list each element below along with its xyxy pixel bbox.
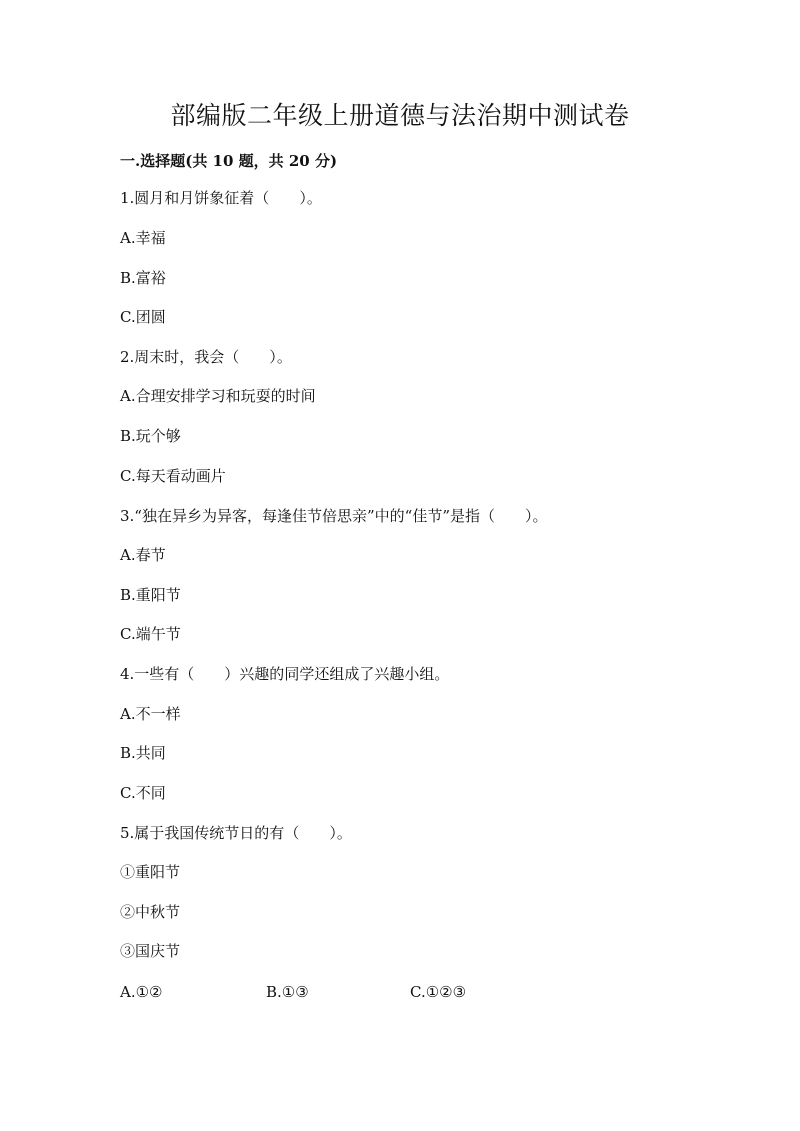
question-5-item-2: ②中秋节 (120, 903, 181, 921)
question-5-item-1: ①重阳节 (120, 863, 181, 881)
page-title: 部编版二年级上册道德与法治期中测试卷 (170, 101, 630, 130)
question-1-option-a[interactable]: A.幸福 (120, 229, 166, 247)
question-2-option-c[interactable]: C.每天看动画片 (120, 467, 226, 485)
question-3-option-c[interactable]: C.端午节 (120, 625, 181, 643)
question-4-option-a[interactable]: A.不一样 (120, 705, 181, 723)
question-5-option-a[interactable]: A.①② (120, 983, 163, 1001)
question-4-stem: 4.一些有（ ）兴趣的同学还组成了兴趣小组。 (120, 665, 450, 683)
question-2-option-a[interactable]: A.合理安排学习和玩耍的时间 (120, 387, 316, 405)
question-3-stem: 3.“独在异乡为异客，每逢佳节倍思亲”中的“佳节”是指（ ）。 (120, 507, 548, 525)
question-5-options-row (120, 983, 720, 1003)
question-1-option-b[interactable]: B.富裕 (120, 269, 166, 287)
section-heading: 一.选择题(共 10 题，共 20 分) (120, 152, 338, 170)
question-3-option-b[interactable]: B.重阳节 (120, 586, 181, 604)
question-1-option-c[interactable]: C.团圆 (120, 308, 166, 326)
question-5-option-c[interactable]: C.①②③ (410, 983, 467, 1001)
question-2-option-b[interactable]: B.玩个够 (120, 427, 181, 445)
question-2-stem: 2.周末时，我会（ ）。 (120, 348, 292, 366)
question-5-stem: 5.属于我国传统节日的有（ ）。 (120, 824, 352, 842)
question-5-item-3: ③国庆节 (120, 942, 181, 960)
question-5-option-b[interactable]: B.①③ (266, 983, 309, 1001)
question-1-stem: 1.圆月和月饼象征着（ ）。 (120, 189, 322, 207)
question-3-option-a[interactable]: A.春节 (120, 546, 166, 564)
question-4-option-c[interactable]: C.不同 (120, 784, 166, 802)
question-4-option-b[interactable]: B.共同 (120, 744, 166, 762)
